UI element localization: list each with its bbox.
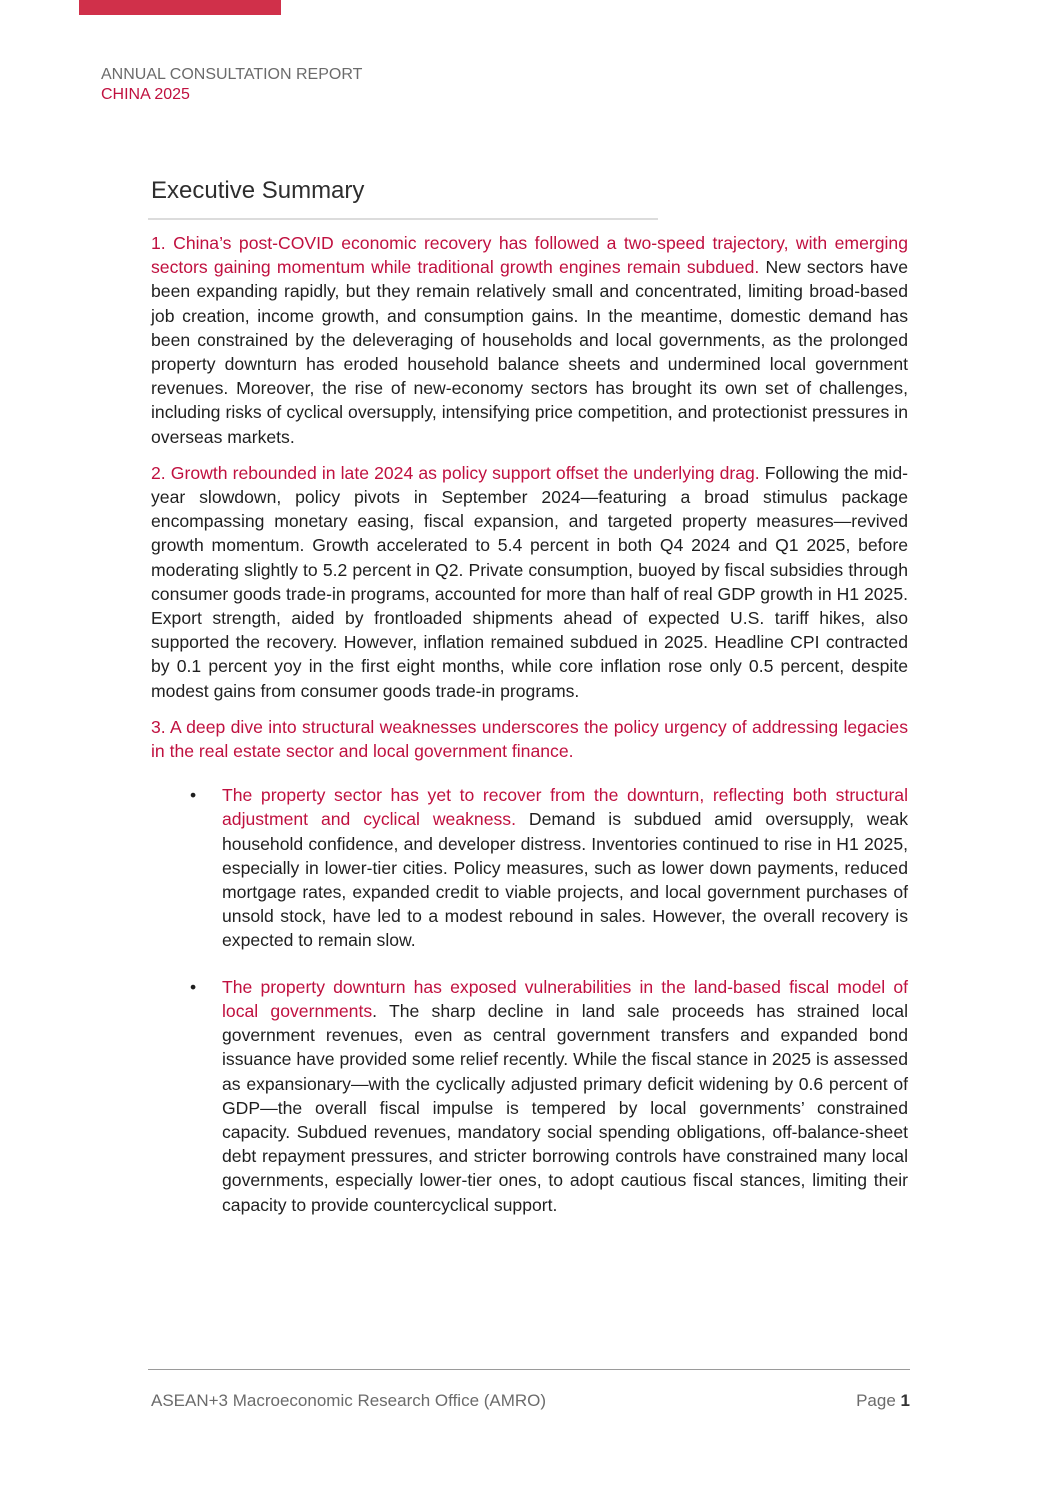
paragraph-1-text: New sectors have been expanding rapidly, but they remain relatively small and concentrated, limiting broad-based job creation, income growth, and consumption gains. In the meantime, domestic demand has been constrained by the deleveraging of households and local governments, as the prolonged property downturn has eroded household balance sheets and undermined local government revenues. Moreover, the rise of new-economy sectors has brought its own set of challenges, including risks of cyclical oversupply, intensifying price competition, and protectionist pressures in overseas markets. [151, 257, 908, 447]
list-item [151, 783, 908, 952]
paragraph-3 [151, 715, 908, 763]
page-title: Executive Summary [151, 177, 365, 204]
page-number [856, 1391, 910, 1411]
page-label: Page [856, 1391, 901, 1410]
title-divider [148, 218, 658, 220]
paragraph-1 [151, 231, 908, 449]
paragraph-2-text: Following the mid-year slowdown, policy pivots in September 2024—featuring a broad stimulus package encompassing monetary easing, fiscal expansion, and targeted property measures—revived growth momentum. Growth accelerated to 5.4 percent in both Q4 2024 and Q1 2025, before moderating slightly to 5.2 percent in Q2. Private consumption, buoyed by fiscal subsidies through consumer goods trade-in programs, accounted for more than half of real GDP growth in H1 2025. Export strength, aided by frontloaded shipments ahead of expected U.S. tariff hikes, also supported the recovery. However, inflation remained subdued in 2025. Headline CPI contracted by 0.1 percent yoy in the first eight months, while core inflation rose only 0.5 percent, despite modest gains from consumer goods trade-in programs. [151, 462, 908, 701]
bullet-1-heading: The property sector has yet to recover from the downturn, reflecting both structural adjustment and cyclical weakness. [222, 785, 908, 830]
list-item [151, 975, 908, 1217]
bullet-icon: • [190, 976, 197, 997]
report-header [101, 65, 362, 105]
footer-organization: ASEAN+3 Macroeconomic Research Office (AMRO) [151, 1391, 547, 1410]
page-number-value: 1 [900, 1391, 910, 1410]
document-body [151, 231, 908, 1239]
bullet-list [151, 783, 908, 1216]
paragraph-1-heading: 1. China’s post-COVID economic recovery has followed a two-speed trajectory, with emerging sectors gaining momentum while traditional growth engines remain subdued. [151, 233, 908, 278]
bullet-1-text: Demand is subdued amid oversupply, weak household confidence, and developer distress. Inventories continued to rise in H1 2025, especially in lower-tier cities. Policy measures, such as lower down payments, reduced mortgage rates, expanded credit to viable projects, and local government purchases of unsold stock, have led to a modest rebound in sales. However, the overall recovery is expected to remain slow. [222, 809, 908, 951]
paragraph-2 [151, 461, 908, 703]
report-type: ANNUAL CONSULTATION REPORT [101, 66, 363, 83]
paragraph-3-heading: 3. A deep dive into structural weaknesses underscores the policy urgency of addressing legacies in the real estate sector and local government finance. [151, 716, 908, 762]
paragraph-2-heading: 2. Growth rebounded in late 2024 as policy support offset the underlying drag. [151, 462, 760, 483]
bullet-2-text: . The sharp decline in land sale proceeds has strained local government revenues, even as central government transfers and expanded bond issuance have provided some relief recently. While the fiscal stance in 2025 is assessed as expansionary—with the cyclically adjusted primary deficit widening by 0.6 percent of GDP—the overall fiscal impulse is tempered by local governments’ constrained capacity. Subdued revenues, mandatory social spending obligations, off-balance-sheet debt repayment pressures, and stricter borrowing controls have constrained many local governments, especially lower-tier ones, to adopt cautious fiscal stances, limiting their capacity to provide countercyclical support. [222, 1000, 908, 1215]
top-accent-bar [79, 0, 281, 15]
bullet-2-heading: The property downturn has exposed vulnerabilities in the land-based fiscal model of local governments [222, 976, 908, 1021]
bullet-icon: • [190, 785, 197, 806]
country-year: CHINA 2025 [101, 86, 190, 103]
footer-divider [148, 1369, 910, 1370]
